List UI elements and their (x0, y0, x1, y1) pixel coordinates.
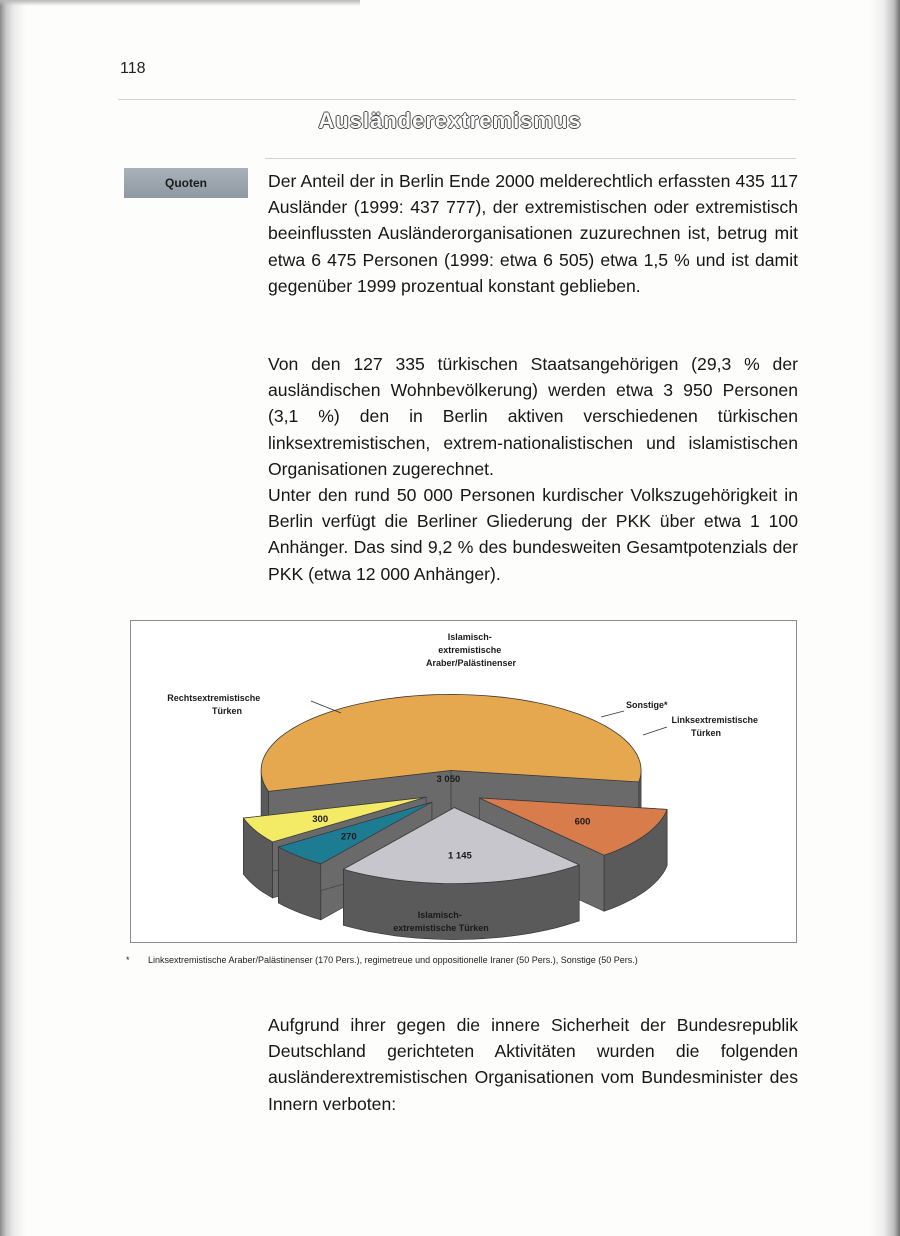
page-number: 118 (120, 60, 146, 77)
section-title: Ausländerextremismus (318, 108, 582, 133)
paragraph-text: Aufgrund ihrer gegen die innere Sicherheit der Bundesrepublik Deutschland gerichteten Aktivitäten wurden die folgenden ausländerextremistischen Organisationen vom Bundesminister des Innern verboten: (268, 1015, 798, 1114)
leader-line (311, 701, 341, 713)
margin-label: Quoten (124, 168, 248, 198)
paragraph-tuerken (268, 351, 798, 587)
label-line: Türken (211, 706, 243, 716)
label-line: Türken (690, 728, 722, 738)
value-label-islamisch-extremistische-t-rken: 3 050 (436, 773, 461, 785)
paragraph-text: Unter den rund 50 000 Personen kurdischer Volkszugehörigkeit in Berlin verfügt die Berliner Gliederung der PKK über etwa 1 100 Anhänger. Das sind 9,2 % des bundesweiten Gesamtpotenzials der PKK (etwa 12 000 Anhänger). (268, 485, 798, 584)
label-line: Islamisch- (417, 910, 462, 920)
pie-chart-svg (131, 621, 796, 942)
value-label-sonstige-: 270 (340, 831, 357, 843)
label-rechtsextremistische (167, 693, 263, 716)
leader-line (643, 727, 667, 735)
label-sonstige (626, 700, 668, 710)
header-rule (118, 99, 796, 100)
label-araber (426, 632, 517, 668)
value-label-rechtsextremistische-t-rken: 600 (574, 816, 591, 828)
label-line: Araber/Palästinenser (425, 658, 517, 668)
page-binding-shadow (0, 0, 26, 1236)
leader-line (601, 711, 624, 717)
page-edge-shadow (870, 0, 900, 1236)
paragraph-quoten (268, 168, 798, 299)
paragraph-text: Der Anteil der in Berlin Ende 2000 melderechtlich erfassten 435 117 Ausländer (1999: 437 777), der extremistischen oder extremistisch beeinflussten Ausländerorganisationen zuzurechnen ist, betrug mit etwa 6 475 Personen (1999: etwa 6 505) etwa 1,5 % und ist damit gegenüber 1999 prozentual konstant geblieben. (268, 171, 798, 296)
footnote-text: Linksextremistische Araber/Palästinenser (170 Pers.), regimetreue und oppositionelle Iraner (50 Pers.), Sonstige (50 Pers.) (148, 955, 638, 965)
value-label-islamisch-extremistische-araber-pal-stinenser: 1 145 (448, 850, 472, 862)
label-line: extremistische Türken (393, 923, 489, 933)
section-rule (265, 158, 796, 159)
label-line: extremistische (438, 645, 502, 655)
label-linksextremistische (671, 715, 760, 738)
value-label-linksextremistische-t-rken: 300 (312, 813, 329, 825)
paragraph-verbote (268, 1012, 798, 1117)
footnote-marker: * (126, 955, 130, 965)
pie-chart (130, 620, 797, 943)
paragraph-text: Von den 127 335 türkischen Staatsangehörigen (29,3 % der ausländischen Wohnbevölkerung) werden etwa 3 950 Personen (3,1 %) den in Berlin aktiven verschiedenen türkischen linksextremistischen, extrem-nationalistischen und islamistischen Organisationen zugerechnet. (268, 354, 798, 479)
label-line: Rechtsextremistische (167, 693, 261, 703)
page-top-edge (0, 0, 360, 6)
label-line: Islamisch- (447, 632, 492, 642)
label-line: Sonstige* (626, 700, 668, 710)
label-line: Linksextremistische (671, 715, 759, 725)
chart-footnote (126, 955, 806, 965)
